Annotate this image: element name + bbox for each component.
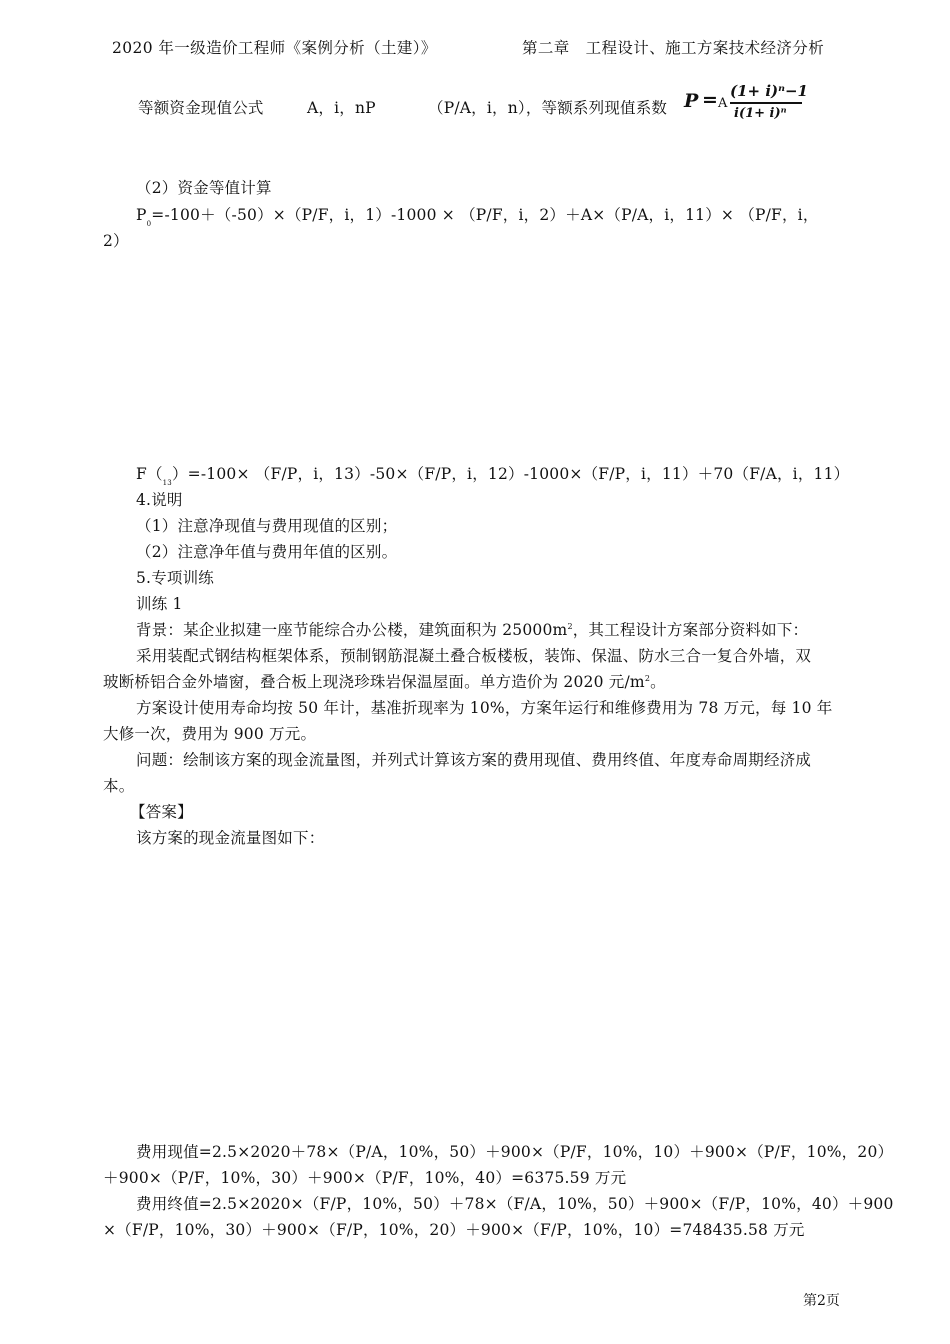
header-left: 2020 年一级造价工程师《案例分析（土建）》 [112, 39, 437, 57]
fv-line-1: 费用终值=2.5×2020×（F/P，10%，50）＋78×（F/A，10%，50）＋900×（F/P，10%，40）＋900 [136, 1195, 894, 1213]
design-text-a: 玻断桥铝合金外墙窗，叠合板上现浇珍珠岩保温屋面。单方造价为 2020 元/m [103, 673, 645, 691]
background-line [136, 618, 808, 640]
p0-equation-continued: 2） [103, 232, 129, 250]
design-text-b: 。 [650, 673, 666, 691]
formula-label: 等额资金现值公式 [138, 99, 264, 117]
p0-expression: =-100＋（-50）×（P/F，i，1）-1000 × （P/F，i，2）＋A×（P/A，i，11）× （P/F，i， [151, 206, 819, 224]
formula-p: P [684, 90, 699, 112]
p0-equation [136, 203, 819, 228]
formula-numerator: (1+ i)ⁿ−1 [730, 82, 808, 100]
formula-denominator: i(1+ i)ⁿ [734, 106, 787, 121]
formula-a: A [718, 96, 728, 111]
present-value-formula [684, 80, 824, 134]
formula-notation: （P/A，i，n），等额系列现值系数 [428, 99, 668, 117]
notes-item-2: （2）注意净年值与费用年值的区别。 [136, 543, 398, 561]
fraction-bar [730, 102, 802, 104]
answer-label: 【答案】 [130, 803, 193, 821]
fv-line-2: ×（F/P，10%，30）＋900×（F/P，10%，20）＋900×（F/P，10%，10）=748435.58 万元 [103, 1221, 805, 1239]
pv-line-2: ＋900×（P/F，10%，30）＋900×（P/F，10%，40）=6375.59 万元 [103, 1169, 627, 1187]
f13-symbol: F（ [136, 465, 163, 483]
f13-subscript: 13 [162, 479, 172, 487]
lifetime-para-line-1: 方案设计使用寿命均按 50 年计，基准折现率为 10%，方案年运行和维修费用为 78 万元，每 10 年 [136, 699, 833, 717]
f13-expression: ）=-100× （F/P，i，13）-50×（F/P，i，12）-1000×（F/P，i，11）＋70（F/A，i，11） [171, 465, 850, 483]
question-line-1: 问题：绘制该方案的现金流量图，并列式计算该方案的费用现值、费用终值、年度寿命周期经济成 [136, 751, 812, 769]
page-number: 第2页 [803, 1293, 840, 1309]
pv-line-1: 费用现值=2.5×2020＋78×（P/A，10%，50）＋900×（P/F，10%，10）＋900×（P/F，10%，20） [136, 1143, 894, 1161]
background-text-b: ，其工程设计方案部分资料如下： [572, 621, 809, 639]
question-line-2: 本。 [103, 777, 135, 795]
design-para-line-1: 采用装配式钢结构框架体系，预制钢筋混凝土叠合板楼板，装饰、保温、防水三合一复合外墙，双 [136, 647, 812, 665]
p0-symbol: P [136, 206, 147, 224]
training-title: 5.专项训练 [136, 569, 214, 587]
formula-equals: = [702, 89, 718, 111]
background-text-a: 背景：某企业拟建一座节能综合办公楼，建筑面积为 25000m [136, 621, 568, 639]
notes-item-1: （1）注意净现值与费用现值的区别； [136, 517, 398, 535]
lifetime-para-line-2: 大修一次，费用为 900 万元。 [103, 725, 317, 743]
header-right: 第二章 工程设计、施工方案技术经济分析 [522, 39, 825, 57]
training-subtitle: 训练 1 [136, 595, 183, 613]
design-superscript: 2 [644, 674, 651, 683]
background-superscript: 2 [567, 622, 573, 631]
f13-equation [136, 462, 849, 487]
p0-subscript: 0 [146, 220, 152, 228]
formula-given: A，i，nP [307, 99, 376, 117]
notes-title: 4.说明 [136, 491, 183, 509]
section-heading: （2）资金等值计算 [136, 179, 272, 197]
design-para-line-2 [103, 670, 666, 692]
answer-intro: 该方案的现金流量图如下： [136, 829, 325, 847]
